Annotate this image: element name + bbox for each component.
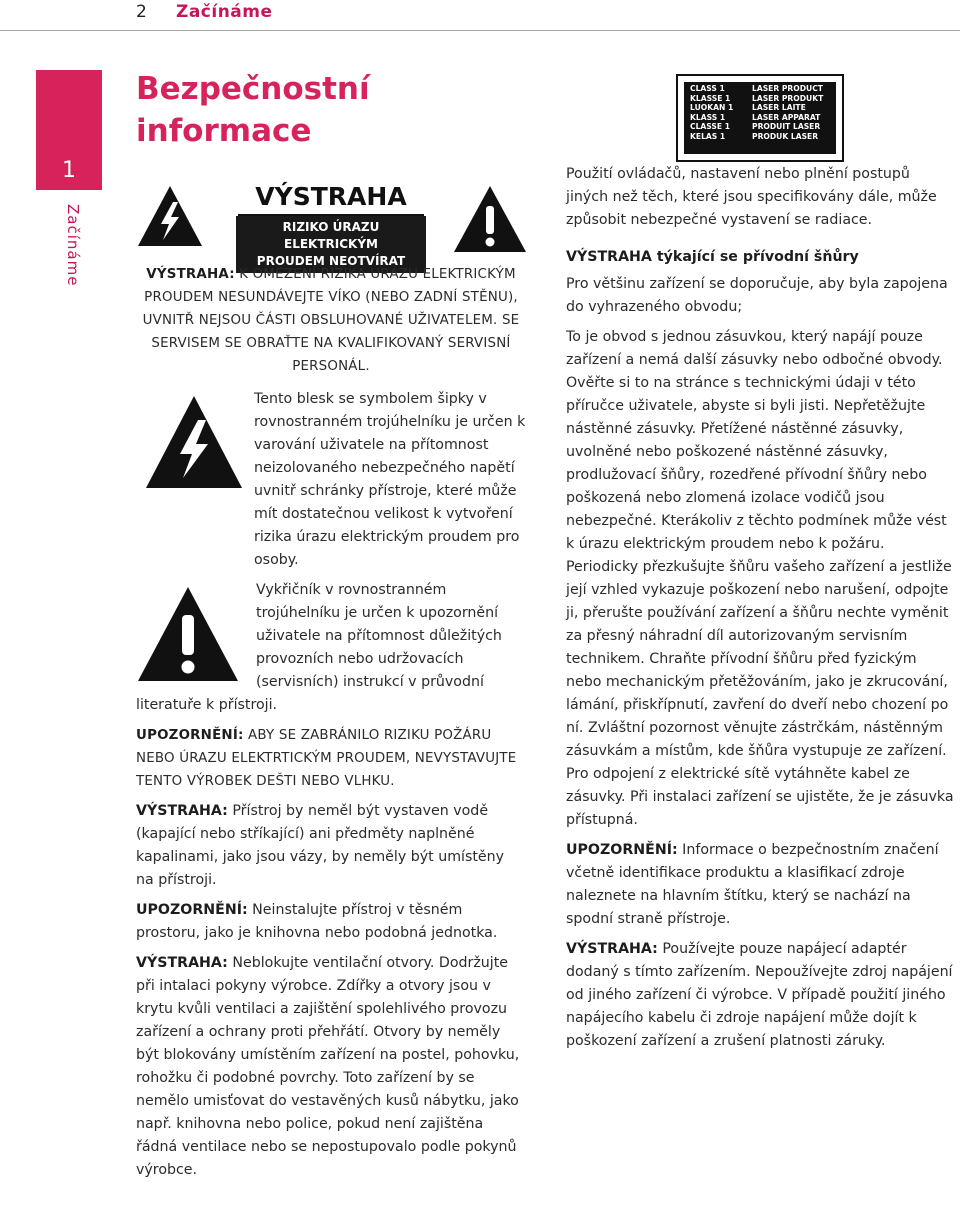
power-cord-paragraph-1: Pro většinu zařízení se doporučuje, aby byla zapojena do vyhrazeného obvodu; (566, 276, 948, 315)
caution-confined-paragraph: UPOZORNĚNÍ: Neinstalujte přístroj v těsném prostoru, jako je knihovna nebo podobná jednotka. (136, 902, 498, 941)
chapter-tab-label: Začínáme (64, 204, 82, 287)
chapter-tab (36, 70, 102, 190)
laser-paragraph: Použití ovládačů, nastavení nebo plnění postupů jiných než těch, které jsou specifikovány dále, může způsobit nebezpečné vystavení se radiace. (566, 166, 937, 228)
laser-label-row: KLASSE 1 LASER PRODUKT (690, 93, 824, 103)
left-column (136, 263, 526, 1189)
warning-label-line1: RIZIKO ÚRAZU ELEKTRICKÝM (282, 220, 380, 251)
lightning-triangle-icon (144, 394, 244, 490)
exclamation-triangle-icon (452, 184, 528, 254)
power-cord-paragraph-2: To je obvod s jednou zásuvkou, který napájí pouze zařízení a nemá další zásuvky nebo odbočné obvody. Ověřte si to na stránce s technickými údaji v této příručce uživatele, abyste si byli jisti. Nepřetěžujte nástěnné zásuvky. Přetížené nástěnné zásuvky, uvolněné nebo poškozené nástěnné zásuvky, prodlužovací šňůry, rozedřené přívodní šňůry nebo poškozená nebo zlomená izolace vodičů jsou nebezpečné. Kterákoliv z těchto podmínek může vést k úrazu elektrickým proudem nebo k požáru. Periodicky přezkušujte šňůru vašeho zařízení a jestliže její vzhled vykazuje poškození nebo narušení, odpojte ji, přerušte používání zařízení a šňůru nechte vyměnit za přesný náhradní díl autorizovaným servisním technikem. Chraňte přívodní šňůru před fyzickým nebo mechanickým přetěžováním, jako je zkrucování, lámání, přiskřípnutí, zavření do dveří nebo chození po ní. Zvláštní pozornost věnujte zástrčkám, nástěnným zásuvkám a místům, kde šňůra vystupuje ze zařízení. Pro odpojení z elektrické sítě vytáhněte kabel ze zásuvky. Při instalaci zařízení se ujistěte, že je zásuvka přístupná. (566, 329, 954, 828)
laser-label-row: CLASS 1 LASER PRODUCT (690, 84, 823, 93)
lightning-triangle-icon (136, 184, 204, 248)
laser-label-row: LUOKAN 1 LASER LAITE (690, 103, 806, 113)
laser-label-row: KLASS 1 LASER APPARAT (690, 112, 821, 122)
laser-label-row: CLASSE 1 PRODUIT LASER (690, 122, 821, 132)
header-divider (0, 30, 960, 31)
right-column (566, 163, 956, 1060)
exclamation-triangle-icon (136, 585, 240, 683)
warning-label-line2: PROUDEM NEOTVÍRAT (256, 254, 406, 268)
shock-warning-label (136, 178, 528, 268)
warning-caps-paragraph: VÝSTRAHA: K OMEZENÍ RIZIKA ÚRAZU ELEKTRICKÝM PROUDEM NESUNDÁVEJTE VÍKO (NEBO ZADNÍ STĚNU), UVNITŘ NEJSOU ČÁSTI OBSLUHOVANÉ UŽIVATELEM. SE SERVISEM SE OBRAŤTE NA KVALIFIKOVANÝ SERVISNÍ PERSONÁL. (142, 267, 520, 374)
caution-fire-paragraph: UPOZORNĚNÍ: ABY SE ZABRÁNILO RIZIKU POŽÁRU NEBO ÚRAZU ELEKTRTICKÝM PROUDEM, NEVYSTAVUJTE TENTO VÝROBEK DEŠTI NEBO VLHKU. (136, 728, 517, 789)
chapter-tab-number: 1 (62, 158, 76, 183)
warning-vent-paragraph: VÝSTRAHA: Neblokujte ventilační otvory. Dodržujte při intalaci pokyny výrobce. Zdířky a otvory jsou v krytu kvůli ventilaci a zajištění spolehlivého provozu zařízení a ochrany proti přehřátí. Otvory by neměly být blokovány umístěním zařízení na postel, pohovku, rohožku či podobné povrchy. Toto zařízení by se nemělo umisťovat do vestavěných kusů nábytku, jako např. knihovna nebo police, pokud není zajištěna řádná ventilace nebo se nepostupovalo podle pokynů výrobce. (136, 955, 520, 1178)
caution-label-paragraph: UPOZORNĚNÍ: Informace o bezpečnostním značení včetně identifikace produktu a klasifikací zdroje naleznete na hlavním štítku, který se nachází na spodní straně přístroje. (566, 842, 939, 927)
page-number: 2 (136, 2, 147, 22)
warning-adapter-paragraph: VÝSTRAHA: Používejte pouze napájecí adaptér dodaný s tímto zařízením. Nepoužívejte zdroj napájení od jiného zařízení či výrobce. V případě použití jiného napájecího kabelu či zdroje napájení může dojít k poškození zařízení a zrušení platnosti záruky. (566, 941, 953, 1049)
lightning-paragraph: Tento blesk se symbolem šipky v rovnostranném trojúhelníku je určen k varování uživatele na přítomnost neizolovaného nebezpečného napětí uvnitř schránky přístroje, které může mít dostatečnou velikost k vytvoření rizika úrazu elektrickým proudem pro osoby. (136, 388, 526, 572)
power-cord-heading: VÝSTRAHA týkající se přívodní šňůry (566, 249, 859, 265)
laser-label-row: KELAS 1 PRODUK LASER (690, 131, 819, 141)
page-header (0, 0, 960, 28)
section-title: Bezpečnostní informace (136, 71, 370, 149)
chapter-title: Začínáme (176, 2, 273, 22)
laser-class-label (676, 74, 844, 162)
warning-water-paragraph: VÝSTRAHA: Přístroj by neměl být vystaven vodě (kapající nebo stříkající) ani předměty naplněné kapalinami, jako jsou vázy, by neměly být umístěny na přístroji. (136, 803, 505, 888)
exclamation-paragraph: Vykřičník v rovnostranném trojúhelníku je určen k upozornění uživatele na přítomnost důležitých provozních nebo udržovacích (servisních) instrukcí v průvodní literatuře k přístroji. (136, 582, 502, 713)
warning-label-title: VÝSTRAHA (238, 180, 424, 216)
